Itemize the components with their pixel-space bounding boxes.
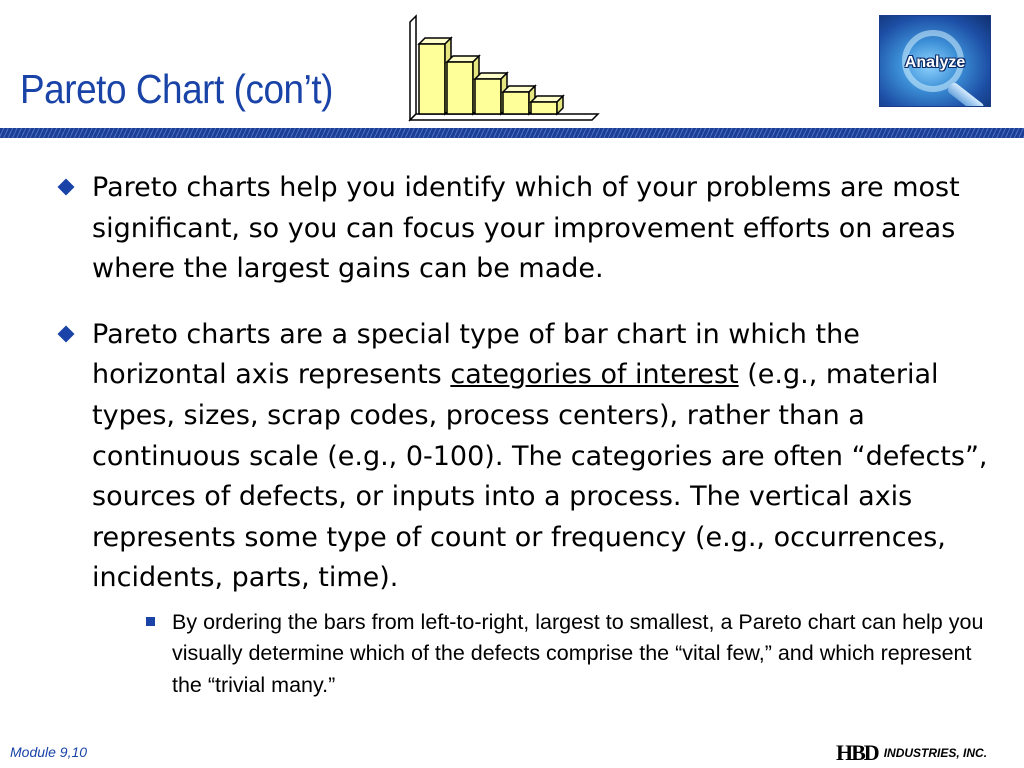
y-axis-wall: [410, 16, 416, 120]
bar-4: [503, 92, 529, 114]
bullet-item: [56, 168, 996, 290]
header-divider: [0, 128, 1024, 138]
slide-body: [56, 168, 996, 701]
bullet-text-part: Pareto charts are a special type of bar chart in which the horizontal axis represents: [92, 318, 860, 391]
company-name: INDUSTRIES, INC.: [883, 746, 988, 760]
analyze-badge: [879, 15, 991, 107]
bullet-text-part: (e.g., material types, sizes, scrap codes, process centers), rather than a continuous scale (e.g., 0-100). The categories are often “defects”, sources of defects, or inputs into a process. The vertical axis represents some type of count or frequency (e.g., occurrences, incidents, parts, time).: [92, 359, 988, 594]
sub-bullet-item: [172, 607, 996, 702]
bullet-text: [92, 315, 996, 599]
logo-mark: HBD: [836, 740, 878, 765]
company-logo: [836, 740, 987, 766]
bar-1: [419, 44, 445, 114]
pareto-bar-illustration: [405, 14, 605, 128]
badge-label: Analyze: [904, 54, 966, 71]
bar-2: [447, 62, 473, 114]
bar-3: [475, 79, 501, 114]
x-axis-floor: [410, 114, 598, 120]
bullet-item: [56, 315, 996, 702]
module-label: Module 9,10: [10, 744, 88, 760]
diamond-bullet-icon: [58, 325, 75, 342]
bullet-text: Pareto charts help you identify which of your problems are most significant, so you can focus your improvement efforts on areas where the largest gains can be made.: [92, 172, 960, 285]
magnifier-handle: [946, 81, 985, 107]
bar-5: [531, 102, 557, 114]
sub-bullet-text: By ordering the bars from left-to-right, largest to smallest, a Pareto chart can help you visually determine which of the defects comprise the “vital few,” and which represent the “trivial many.”: [172, 609, 984, 697]
diamond-bullet-icon: [58, 179, 75, 196]
square-bullet-icon: [146, 617, 155, 626]
slide-title: Pareto Chart (con’t): [20, 66, 333, 112]
underlined-term: categories of interest: [450, 359, 739, 391]
